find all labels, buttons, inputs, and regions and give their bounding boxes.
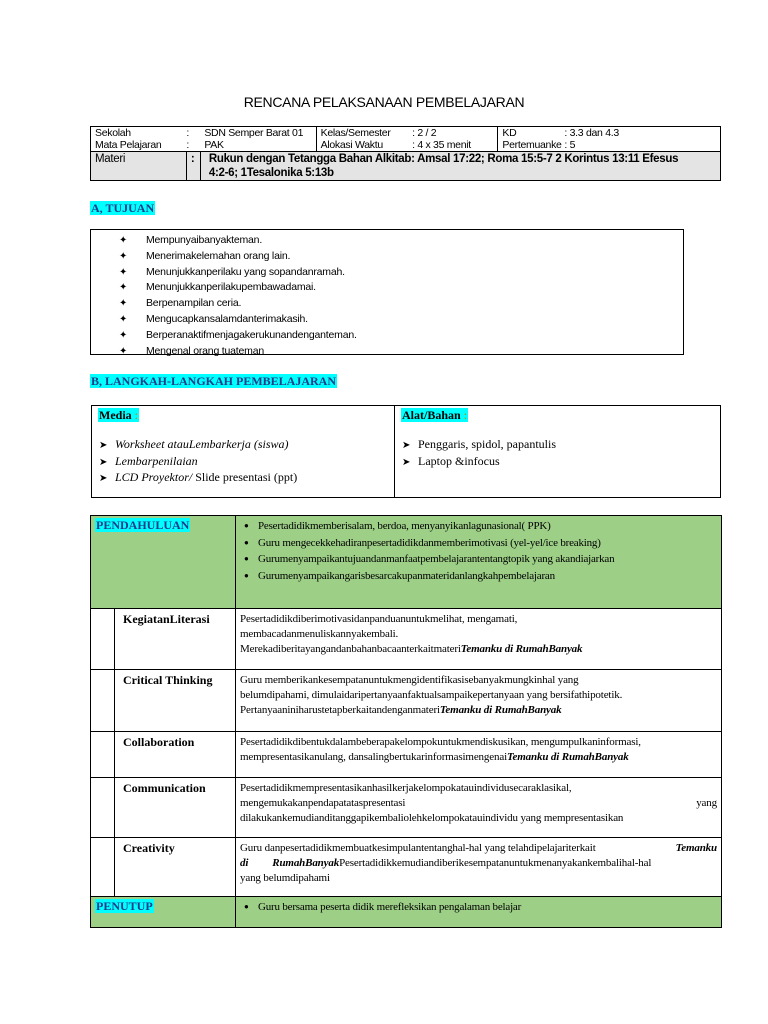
description-text: membacadanmenuliskannyakembali. [240, 628, 399, 640]
media-list [99, 437, 297, 487]
sekolah-label: Sekolah [95, 127, 131, 139]
description-line: Pesertadidikmempresentasikanhasilkerjakelompokatauindividusecaraklasikal, [240, 782, 572, 794]
description-line [240, 642, 717, 657]
star-bullet-icon: ✦ [119, 282, 128, 294]
kegiatan-description [236, 778, 722, 838]
materi-label: Materi [91, 152, 187, 181]
kd-value: : 3.3 dan 4.3 [564, 127, 619, 139]
kegiatan-row [91, 609, 722, 670]
emphasis-text: Temanku di RumahBanyak [460, 643, 583, 655]
tujuan-text: Mempunyaibanyakteman. [146, 234, 263, 246]
description-text: Pesertadidikdibentukdalambeberapakelompokuntukmendiskusikan, mengumpulkaninformasi, [240, 736, 641, 748]
sekolah-value: SDN Semper Barat 01 [204, 127, 304, 139]
media-item [99, 470, 297, 487]
kegiatan-row [91, 670, 722, 732]
star-bullet-icon: ✦ [119, 250, 128, 262]
arrow-bullet-icon: ➤ [99, 456, 108, 468]
document-title: RENCANA PELAKSANAAN PEMBELAJARAN [243, 94, 525, 110]
bullet-item [244, 535, 721, 552]
emphasis-text: Temanku di RumahBanyak [439, 704, 562, 716]
kegiatan-description [236, 732, 722, 778]
bullet-text: Guru mengecekkehadiranpesertadidikdanmemberimotivasi (yel-yel/ice breaking) [258, 536, 601, 549]
langkah-heading: B, LANGKAH-LANGKAH PEMBELAJARAN [91, 374, 337, 388]
alat-item [402, 454, 556, 471]
tujuan-item [119, 280, 357, 296]
kd-label: KD [502, 127, 517, 139]
description-line: mengemukakanpendapatataspresentasi [240, 797, 406, 809]
description-text: Guru memberikankesempatanuntukmengidentifikasisebanyakmungkinhal yang [240, 674, 579, 686]
description-line: dilakukankemudianditanggapikembaliolehkelompokatauindividu yang mempresentasikan [240, 812, 624, 824]
description-text: Pertanyaaniniharustetapberkaitandenganmateri [240, 704, 440, 716]
bullet-item [244, 568, 721, 585]
star-bullet-icon: ✦ [119, 329, 128, 341]
tujuan-text: Mengucapkansalamdanterimakasih. [146, 312, 308, 325]
alokasi-label: Alokasi Waktu [320, 139, 383, 151]
tujuan-text: Mengenal orang tuateman [146, 344, 264, 357]
emphasis-text: di [240, 857, 249, 869]
description-line: Guru danpesertadidikmembuatkesimpulantentanghal-hal yang telahdipelajariterkait [240, 842, 596, 854]
kegiatan-description [236, 838, 722, 897]
kegiatan-row [91, 838, 722, 897]
tujuan-item [119, 233, 357, 249]
dot-bullet-icon: ● [244, 521, 249, 530]
description-line: Pesertadidikkemudiandiberikesempatanuntukmenanyakankembalihal-hal [339, 857, 652, 869]
media-label: Media [99, 408, 132, 422]
pendahuluan-list [236, 516, 721, 584]
media-italic-text: LCD Proyektor/ [115, 470, 193, 484]
bullet-item [244, 899, 721, 916]
bullet-text: Gurumenyampaikangarisbesarcakupanmateridanlangkahpembelajaran [258, 569, 555, 582]
tujuan-item [119, 249, 357, 265]
pendahuluan-label: PENDAHULUAN [96, 518, 190, 532]
colon: : [186, 152, 200, 181]
alat-text: Laptop &infocus [418, 453, 500, 468]
media-italic-text: Worksheet atauLembarkerja (siswa) [115, 437, 289, 451]
media-item [99, 454, 297, 471]
star-bullet-icon: ✦ [119, 313, 128, 325]
kegiatan-description [236, 670, 722, 732]
bullet-item [244, 518, 721, 535]
description-line [240, 627, 717, 642]
description-line: yang [696, 797, 717, 809]
arrow-bullet-icon: ➤ [99, 440, 108, 451]
kegiatan-label: Collaboration [115, 732, 236, 778]
star-bullet-icon: ✦ [119, 266, 128, 278]
materi-value: Rukun dengan Tetangga Bahan Alkitab: Amsal 17:22; Roma 15:5-7 2 Korintus 13:11 Efesus 4:2-6; 1Tesalonika 5:13b [200, 152, 720, 181]
tujuan-text: Menunjukkanperilaku yang sopandanramah. [146, 265, 345, 278]
identity-row [91, 127, 721, 152]
kegiatan-description [236, 609, 722, 670]
tujuan-item [119, 296, 357, 312]
tujuan-heading: A, TUJUAN [91, 201, 155, 215]
media-plain-text: Slide presentasi (ppt) [192, 470, 298, 484]
alat-list [402, 437, 556, 470]
identity-table [90, 126, 721, 181]
penutup-list [236, 897, 721, 916]
penutup-label: PENUTUP [96, 899, 153, 913]
star-bullet-icon: ✦ [119, 235, 128, 246]
description-text: mempresentasikanulang, dansalingbertukarinformasimengenai [240, 751, 507, 763]
description-text: Pesertadidikdiberimotivasidanpanduanuntukmelihat, mengamati, [240, 613, 518, 625]
alat-text: Penggaris, spidol, papantulis [418, 437, 556, 451]
tujuan-text: Menunjukkanperilakupembawadamai. [146, 281, 316, 294]
description-line: yang belumdipahami [240, 872, 330, 884]
pendahuluan-row [91, 516, 722, 609]
kelas-label: Kelas/Semester [320, 127, 391, 139]
alat-item [402, 437, 556, 454]
kelas-value: : 2 / 2 [412, 127, 437, 139]
tujuan-item [119, 312, 357, 328]
arrow-bullet-icon: ➤ [402, 440, 411, 451]
colon: : [131, 408, 139, 422]
tujuan-item [119, 328, 357, 344]
description-line [240, 612, 717, 627]
kegiatan-label: Communication [115, 778, 236, 838]
description-line [240, 750, 717, 765]
kegiatan-label: Creativity [115, 838, 236, 897]
description-line [240, 703, 717, 718]
bullet-text: Gurumenyampaikantujuandanmanfaatpembelajarantentangtopik yang akandiajarkan [258, 553, 615, 565]
tujuan-item [119, 265, 357, 281]
mapel-value: PAK [204, 139, 224, 151]
dot-bullet-icon: ● [244, 902, 249, 911]
arrow-bullet-icon: ➤ [99, 473, 108, 484]
star-bullet-icon: ✦ [119, 345, 128, 357]
tujuan-list [119, 233, 357, 359]
bullet-item [244, 551, 721, 568]
materi-row [91, 152, 721, 181]
description-line [240, 688, 717, 703]
bullet-text: Pesertadidikmemberisalam, berdoa, menyanyikanlagunasional( PPK) [258, 520, 551, 532]
colon: : [460, 408, 468, 422]
kegiatan-label: KegiatanLiterasi [115, 609, 236, 670]
arrow-bullet-icon: ➤ [402, 456, 411, 468]
bullet-text: Guru bersama peserta didik merefleksikan pengalaman belajar [258, 901, 522, 913]
media-table [91, 405, 721, 498]
alat-column [395, 406, 721, 497]
description-text: Merekadiberitayangandanbahanbacaanterkaitmateri [240, 643, 461, 655]
kegiatan-row [91, 778, 722, 838]
pertemuan-label: Pertemuanke [502, 139, 562, 151]
emphasis-text: Temanku [675, 842, 717, 854]
emphasis-text: Temanku di RumahBanyak [506, 751, 629, 763]
tujuan-text: Berpenampilan ceria. [146, 297, 242, 310]
star-bullet-icon: ✦ [119, 298, 128, 310]
media-italic-text: Lembarpenilaian [115, 453, 198, 468]
kegiatan-table [90, 515, 722, 928]
kegiatan-row [91, 732, 722, 778]
mapel-label: Mata Pelajaran [95, 139, 162, 151]
dot-bullet-icon: ● [244, 570, 249, 580]
tujuan-text: Menerimakelemahan orang lain. [146, 249, 291, 262]
tujuan-text: Berperanaktifmenjagakerukunandenganteman. [146, 328, 357, 341]
description-line [240, 673, 717, 688]
pertemuan-value: : 5 [564, 139, 576, 151]
description-text: belumdipahami, dimulaidaripertanyaanfaktualsampaikepertanyaan yang bersifathipotetik. [240, 689, 623, 701]
emphasis-text: RumahBanyak [272, 857, 340, 869]
penutup-row [91, 897, 722, 928]
alokasi-value: : 4 x 35 menit [412, 139, 471, 151]
kegiatan-label: Critical Thinking [115, 670, 236, 732]
tujuan-item [119, 344, 357, 360]
description-line [240, 735, 717, 750]
dot-bullet-icon: ● [244, 554, 249, 563]
colon: : [186, 127, 189, 139]
media-item [99, 437, 297, 454]
colon: : [186, 139, 189, 151]
dot-bullet-icon: ● [244, 537, 249, 547]
tujuan-box [90, 229, 684, 355]
alat-label: Alat/Bahan [402, 408, 461, 422]
media-column [92, 406, 395, 497]
